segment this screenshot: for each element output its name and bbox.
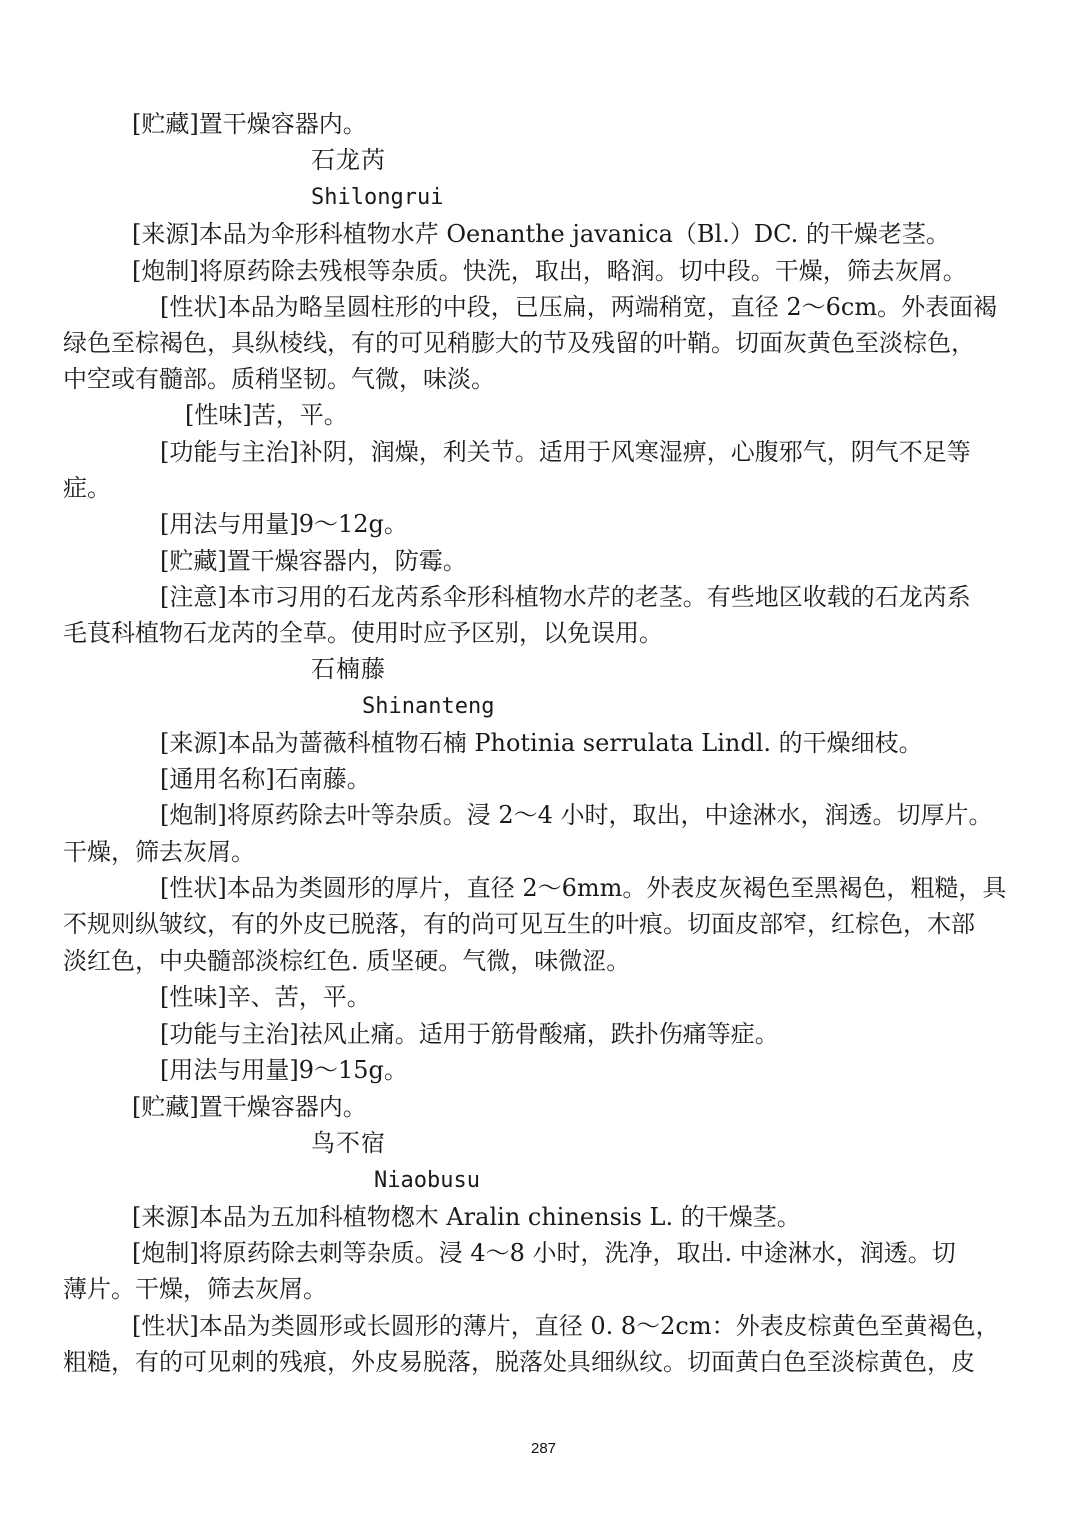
entry-pinyin: Shinanteng	[362, 694, 495, 719]
text-line: [来源]本品为五加科植物楤木 Aralin chinensis L. 的干燥茎。	[132, 1203, 801, 1231]
text-line: [贮藏]置干燥容器内，防霉。	[160, 547, 467, 575]
entry-title: 鸟不宿	[311, 1129, 386, 1157]
text-line: 淡红色，中央髓部淡棕红色. 质坚硬。气微，味微涩。	[63, 947, 631, 975]
text-line: [功能与主治]补阴，润燥，利关节。适用于风寒湿痹，心腹邪气，阴气不足等	[160, 438, 971, 466]
text-line: [性味]苦，平。	[185, 401, 348, 429]
text-line: [功能与主治]祛风止痛。适用于筋骨酸痛，跌扑伤痛等症。	[160, 1020, 779, 1048]
text-line: [炮制]将原药除去叶等杂质。浸 2～4 小时，取出，中途淋水，润透。切厚片。	[160, 801, 993, 829]
text-line: 粗糙，有的可见刺的残痕，外皮易脱落，脱落处具细纵纹。切面黄白色至淡棕黄色，皮	[63, 1348, 975, 1376]
text-line: 毛茛科植物石龙芮的全草。使用时应予区别，以免误用。	[63, 619, 663, 647]
text-line: [炮制]将原药除去刺等杂质。浸 4～8 小时，洗净，取出. 中途淋水，润透。切	[132, 1239, 956, 1267]
text-line: [贮藏]置干燥容器内。	[132, 110, 367, 138]
text-line: 薄片。干燥，筛去灰屑。	[63, 1275, 327, 1303]
text-line: 干燥，筛去灰屑。	[63, 838, 255, 866]
text-line: [注意]本市习用的石龙芮系伞形科植物水芹的老茎。有些地区收载的石龙芮系	[160, 583, 971, 611]
text-line: 中空或有髓部。质稍坚韧。气微，味淡。	[63, 365, 495, 393]
text-line: 不规则纵皱纹，有的外皮已脱落，有的尚可见互生的叶痕。切面皮部窄，红棕色，木部	[63, 910, 975, 938]
text-line: [贮藏]置干燥容器内。	[132, 1093, 367, 1121]
entry-title: 石龙芮	[311, 146, 386, 174]
text-line: [性状]本品为略呈圆柱形的中段，已压扁，两端稍宽，直径 2～6cm。外表面褐	[160, 293, 998, 321]
entry-pinyin: Niaobusu	[374, 1168, 480, 1193]
text-line: [性味]辛、苦，平。	[160, 983, 371, 1011]
entry-title: 石楠藤	[311, 655, 386, 683]
text-line: [来源]本品为蔷薇科植物石楠 Photinia serrulata Lindl. 的干燥细枝。	[160, 729, 923, 757]
text-line: [用法与用量]9～15g。	[160, 1056, 408, 1084]
entry-pinyin: Shilongrui	[311, 185, 444, 210]
text-line: [性状]本品为类圆形或长圆形的薄片，直径 0. 8～2cm：外表皮棕黄色至黄褐色，	[132, 1312, 1000, 1340]
text-line: [通用名称]石南藤。	[160, 765, 371, 793]
text-line: 绿色至棕褐色，具纵棱线，有的可见稍膨大的节及残留的叶鞘。切面灰黄色至淡棕色，	[63, 329, 975, 357]
text-line: [性状]本品为类圆形的厚片，直径 2～6mm。外表皮灰褐色至黑褐色，粗糙，具	[160, 874, 1007, 902]
text-line: 症。	[63, 474, 111, 502]
page-number: 287	[530, 1440, 557, 1457]
text-line: [用法与用量]9～12g。	[160, 510, 408, 538]
text-line: [炮制]将原药除去残根等杂质。快洗，取出，略润。切中段。干燥，筛去灰屑。	[132, 257, 967, 285]
text-line: [来源]本品为伞形科植物水芹 Oenanthe javanica（Bl.）DC. 的干燥老茎。	[132, 220, 950, 248]
